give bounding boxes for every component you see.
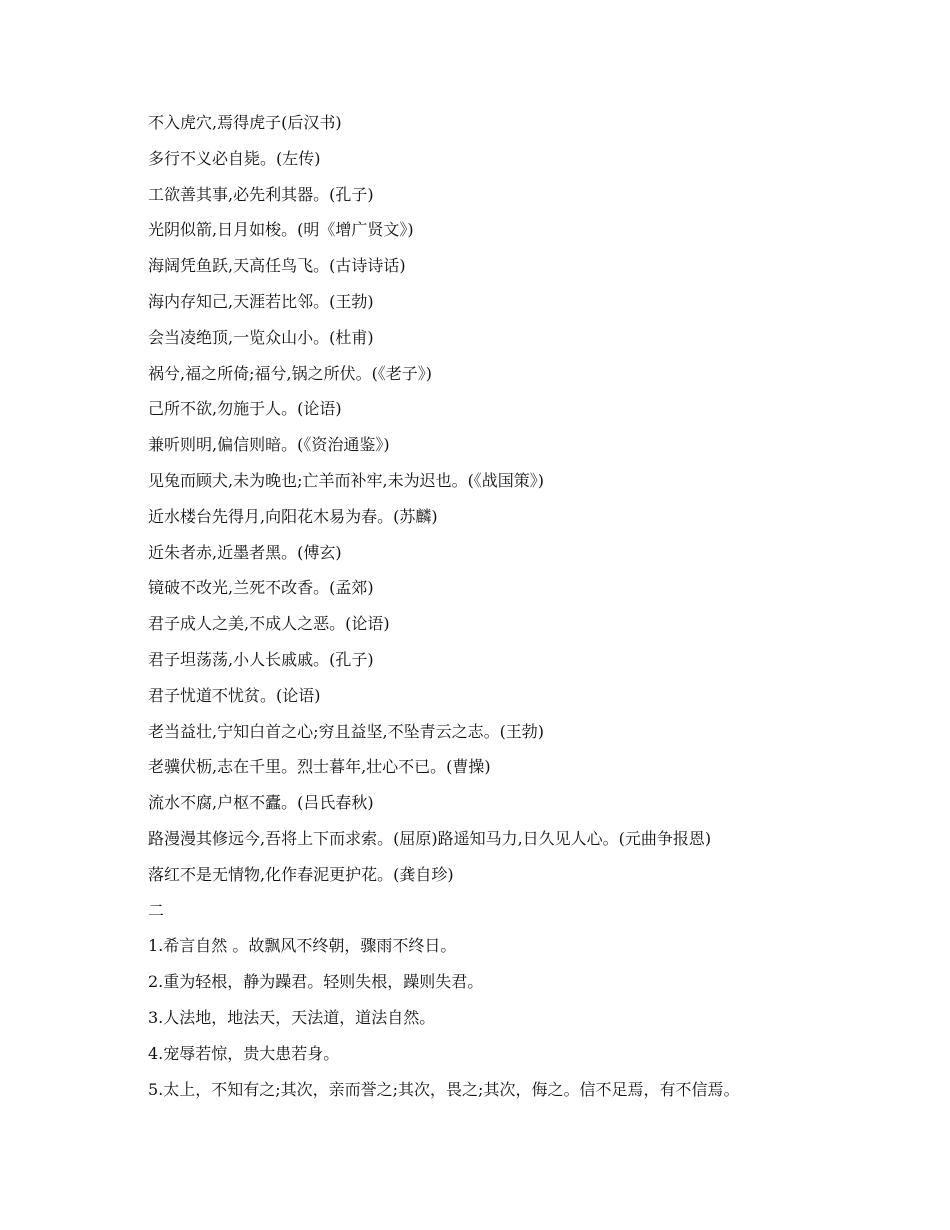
text-line: 海阔凭鱼跃,天高任鸟飞。(古诗诗话) [148,256,406,276]
numbered-item: 1.希言自然 。故飘风不终朝，骤雨不终日。 [148,936,457,956]
text-line: 兼听则明,偏信则暗。(《资治通鉴》) [148,435,390,455]
text-line: 近水楼台先得月,向阳花木易为春。(苏麟) [148,506,438,526]
text-line: 会当凌绝顶,一览众山小。(杜甫) [148,327,374,347]
text-line: 见兔而顾犬,未为晚也;亡羊而补牢,未为迟也。(《战国策》) [148,470,545,490]
text-line: 海内存知己,天涯若比邻。(王勃) [148,291,374,311]
text-body [148,110,848,1112]
numbered-item: 3.人法地，地法天，天法道，道法自然。 [148,1007,436,1027]
text-line: 君子成人之美,不成人之恶。(论语) [148,614,390,634]
text-line: 落红不是无情物,化作春泥更护花。(龚自珍) [148,864,454,884]
text-line: 老骥伏枥,志在千里。烈士暮年,壮心不已。(曹操) [148,757,491,777]
numbered-item: 4.宠辱若惊，贵大患若身。 [148,1043,340,1063]
text-line: 流水不腐,户枢不蠹。(吕氏春秋) [148,793,374,813]
text-line: 多行不义必自毙。(左传) [148,148,321,168]
text-line: 工欲善其事,必先利其器。(孔子) [148,184,374,204]
text-line: 路漫漫其修远今,吾将上下而求索。(屈原)路遥知马力,日久见人心。(元曲争报恩) [148,828,712,848]
text-line: 己所不欲,勿施于人。(论语) [148,399,342,419]
text-line: 近朱者赤,近墨者黑。(傅玄) [148,542,342,562]
text-line: 君子忧道不忧贫。(论语) [148,685,321,705]
section-heading: 二 [148,900,165,920]
text-line: 老当益壮,宁知白首之心;穷且益坚,不坠青云之志。(王勃) [148,721,545,741]
text-line: 光阴似箭,日月如梭。(明《增广贤文》) [148,220,414,240]
text-line: 镜破不改光,兰死不改香。(孟郊) [148,578,374,598]
numbered-item: 5.太上，不知有之;其次，亲而誉之;其次，畏之;其次，侮之。信不足焉，有不信焉。 [148,1079,740,1099]
text-line: 祸兮,福之所倚;福兮,锅之所伏。(《老子》) [148,363,433,383]
text-line: 不入虎穴,焉得虎子(后汉书) [148,113,342,132]
numbered-item: 2.重为轻根，静为躁君。轻则失根，躁则失君。 [148,972,484,992]
text-line: 君子坦荡荡,小人长戚戚。(孔子) [148,649,374,669]
